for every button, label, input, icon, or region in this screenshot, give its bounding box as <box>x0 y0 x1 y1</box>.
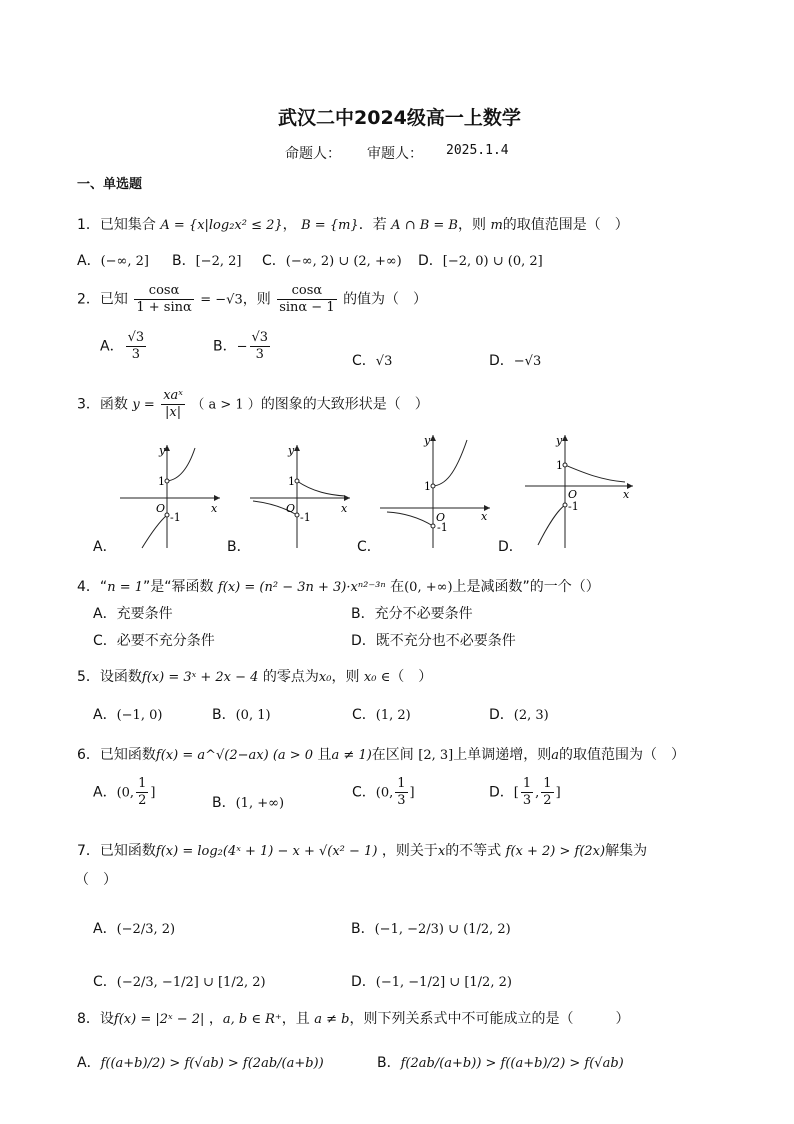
option[interactable]: A．(−1, 0) <box>93 707 163 723</box>
question-7: 7．已知函数f(x) = log₂(4ˣ + 1) − x + √(x² − 1) ，则关于x的不等式 f(x + 2) > f(2x)解集为 <box>77 843 648 859</box>
option[interactable]: B．(−1, −2/3) ∪ (1/2, 2) <box>351 921 511 937</box>
option[interactable]: C．必要不充分条件 <box>93 633 215 649</box>
svg-text:y: y <box>424 434 431 447</box>
option[interactable]: C．(1, 2) <box>352 707 411 723</box>
svg-text:x: x <box>623 488 630 501</box>
svg-text:-1: -1 <box>568 500 579 513</box>
question-8: 8．设f(x) = |2ˣ − 2| ，a, b ∈ R⁺，且 a ≠ b，则下列关系式中不可能成立的是（ ） <box>77 1011 630 1027</box>
option[interactable]: A．充要条件 <box>93 606 173 622</box>
graph-c <box>375 430 495 550</box>
svg-text:y: y <box>556 434 563 447</box>
svg-text:O: O <box>436 511 446 524</box>
page-title: 武汉二中2024级高一上数学 <box>278 107 521 129</box>
option[interactable]: C．(0, $\frac{1}{3}$ ] <box>352 776 415 808</box>
option[interactable]: B． <box>227 539 251 555</box>
section-heading: 一、单选题 <box>77 177 143 192</box>
svg-text:1: 1 <box>158 475 165 488</box>
question-5: 5．设函数f(x) = 3ˣ + 2x − 4 的零点为x₀，则 x₀ ∈（ ） <box>77 669 433 685</box>
option[interactable]: C． <box>357 539 381 555</box>
svg-text:y: y <box>159 444 166 457</box>
graph-b <box>245 440 355 550</box>
question-4: 4．“n = 1”是“幂函数 f(x) = (n² − 3n + 3)·xⁿ²⁻³ⁿ 在(0, +∞)上是减函数”的一个（） <box>77 579 600 595</box>
svg-text:x: x <box>481 510 488 523</box>
svg-text:-1: -1 <box>170 511 181 524</box>
svg-text:1: 1 <box>556 459 563 472</box>
option[interactable]: A．f((a+b)/2) > f(√ab) > f(2ab/(a+b)) <box>77 1055 324 1071</box>
question-2: 2．已知 $\frac{\cos\alpha}{1 + \sin\alpha}$ = −√3，则 $\frac{\cos\alpha}{\sin\alpha - 1}$ 的值为（ ） <box>77 283 428 315</box>
svg-text:1: 1 <box>424 480 431 493</box>
graph-d <box>520 430 640 550</box>
exam-date: 2025.1.4 <box>446 143 509 158</box>
question-7-paren: （ ） <box>75 872 117 888</box>
reviewer-label: 审题人： <box>367 146 423 162</box>
option[interactable]: D．(2, 3) <box>489 707 549 723</box>
svg-text:O: O <box>568 488 578 501</box>
graph-a <box>115 440 225 550</box>
option[interactable]: B．− $\frac{√3}{3}$ <box>213 330 269 362</box>
option[interactable]: C．√3 <box>352 353 393 369</box>
svg-text:x: x <box>211 502 218 515</box>
option[interactable]: D．(−1, −1/2] ∪ [1/2, 2) <box>351 974 512 990</box>
option[interactable]: A． <box>93 539 117 555</box>
option[interactable]: B．充分不必要条件 <box>351 606 473 622</box>
option[interactable]: D．[ $\frac{1}{3}$ , $\frac{1}{2}$ ] <box>489 776 561 808</box>
svg-text:O: O <box>286 502 296 515</box>
svg-text:1: 1 <box>288 475 295 488</box>
svg-text:-1: -1 <box>437 521 448 534</box>
svg-text:-1: -1 <box>300 511 311 524</box>
question-1: 1．已知集合 A = {x|log₂x² ≤ 2}， B = {m}．若 A ∩ B = B，则 m的取值范围是（ ） <box>77 217 629 233</box>
svg-text:O: O <box>156 502 166 515</box>
option[interactable]: B．f(2ab/(a+b)) > f((a+b)/2) > f(√ab) <box>377 1055 624 1071</box>
option[interactable]: B．(0, 1) <box>212 707 271 723</box>
set-a: A = {x|log₂x² ≤ 2} <box>160 218 283 233</box>
option[interactable]: C．(−2/3, −1/2] ∪ [1/2, 2) <box>93 974 266 990</box>
option[interactable]: A．(0, $\frac{1}{2}$ ] <box>93 776 156 808</box>
option[interactable]: A．(−∞, 2] <box>77 253 149 269</box>
svg-text:y: y <box>288 444 295 457</box>
question-3: 3．函数 y = $\frac{\text{xaˣ}}{|x|}$ （ a > 1 ）的图象的大致形状是（ ） <box>77 388 429 420</box>
option[interactable]: A．(−2/3, 2) <box>93 921 176 937</box>
option[interactable]: C．(−∞, 2) ∪ (2, +∞) <box>262 253 402 269</box>
question-6: 6．已知函数f(x) = a^√(2−ax) (a > 0 且a ≠ 1)在区间 [2, 3]上单调递增，则a的取值范围为（ ） <box>77 747 685 763</box>
option[interactable]: A． $\frac{√3}{3}$ <box>100 330 145 362</box>
option[interactable]: D．−√3 <box>489 353 542 369</box>
set-b: B = {m} <box>301 218 359 233</box>
option[interactable]: B．(1, +∞) <box>212 795 285 811</box>
setter-label: 命题人： <box>285 146 341 162</box>
option[interactable]: D．[−2, 0) ∪ (0, 2] <box>418 253 543 269</box>
option[interactable]: B．[−2, 2] <box>172 253 242 269</box>
option[interactable]: D． <box>498 539 523 555</box>
svg-text:x: x <box>341 502 348 515</box>
option[interactable]: D．既不充分也不必要条件 <box>351 633 516 649</box>
